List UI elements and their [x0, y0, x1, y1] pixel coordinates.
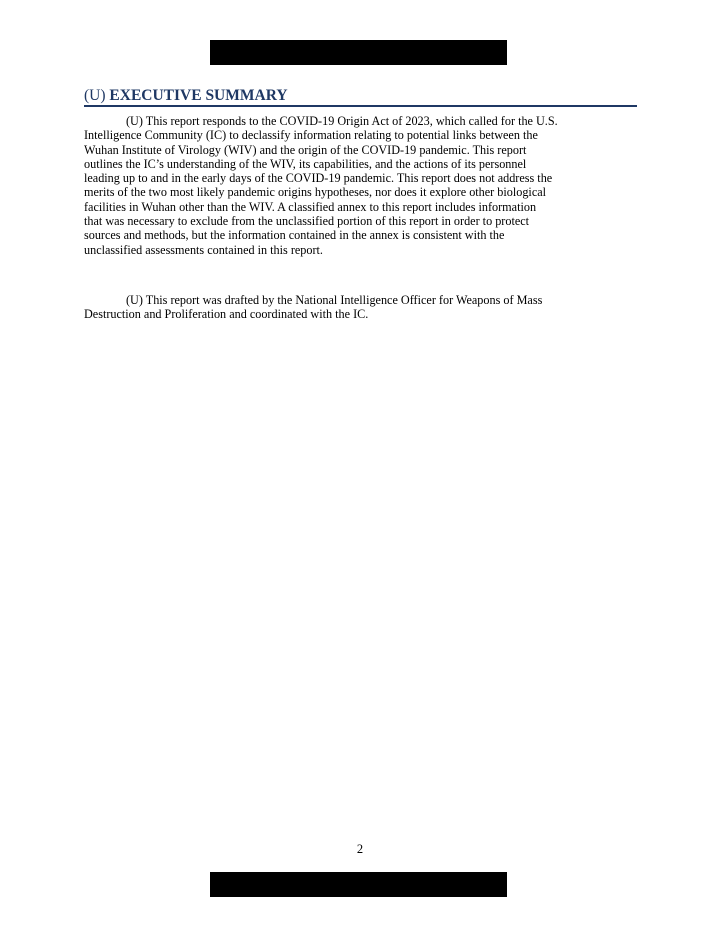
paragraph-line: facilities in Wuhan other than the WIV. A classified annex to this report includes information — [84, 199, 537, 214]
paragraph-line: outlines the IC’s understanding of the WIV, its capabilities, and the actions of its personnel — [84, 156, 527, 171]
paragraph-1 — [84, 114, 637, 257]
paragraph-line: unclassified assessments contained in this report. — [84, 242, 323, 257]
section-heading — [84, 86, 637, 107]
paragraph-line: Destruction and Proliferation and coordinated with the IC. — [84, 307, 369, 322]
paragraph-line: Intelligence Community (IC) to declassify information relating to potential links between the — [84, 128, 538, 143]
section-title: EXECUTIVE SUMMARY — [109, 87, 288, 104]
paragraph-line: (U) This report was drafted by the National Intelligence Officer for Weapons of Mass — [126, 293, 543, 307]
redaction-bar-top — [210, 40, 507, 65]
classification-marking: (U) — [84, 87, 106, 104]
page-number: 2 — [356, 842, 364, 856]
paragraph-line: sources and methods, but the information contained in the annex is consistent with the — [84, 228, 505, 243]
paragraph-2 — [84, 293, 637, 322]
paragraph-line: merits of the two most likely pandemic origins hypotheses, nor does it explore other biological — [84, 185, 547, 200]
paragraph-line: (U) This report responds to the COVID-19 Origin Act of 2023, which called for the U.S. — [126, 114, 558, 128]
paragraph-line: that was necessary to exclude from the unclassified portion of this report in order to protect — [84, 214, 530, 229]
redaction-bar-bottom — [210, 872, 507, 897]
paragraph-line: leading up to and in the early days of the COVID-19 pandemic. This report does not address the — [84, 171, 553, 186]
paragraph-line: Wuhan Institute of Virology (WIV) and the origin of the COVID-19 pandemic. This report — [84, 142, 527, 157]
